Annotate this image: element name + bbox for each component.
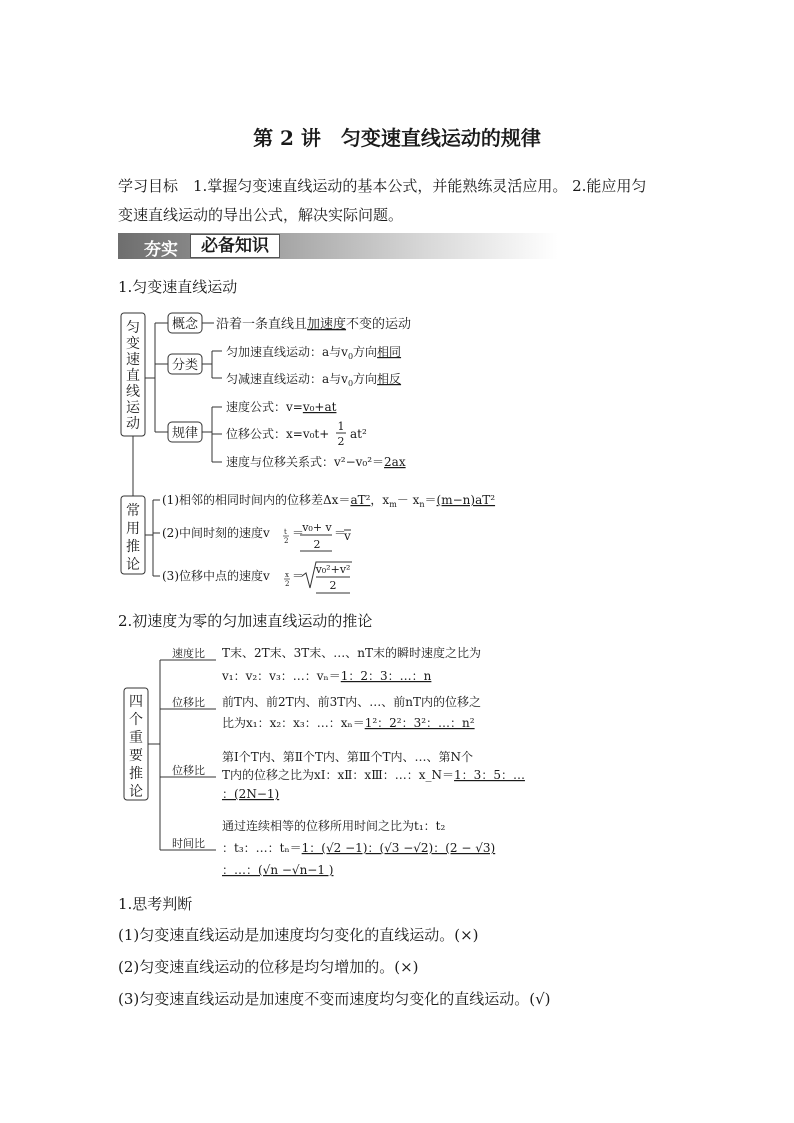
branch2-line1: 前T内、前2T内、前3T内、…、前nT内的位移之 (222, 695, 482, 709)
corollary-answer-2: (m−n)aT² (436, 493, 496, 507)
classify-item-1: 匀加速直线运动：a与$v_0$方向相同 (226, 345, 402, 361)
corollary3-sub-2: 2 (285, 580, 290, 588)
branch3-line1: 第Ⅰ个T内、第Ⅱ个T内、第Ⅲ个T内、…、第N个 (222, 750, 473, 764)
corollary-char-1: 用 (126, 521, 140, 537)
branch1-line1: T末、2T末、3T末、…、nT末的瞬时速度之比为 (222, 646, 482, 660)
branch3-line3: ：(2N−1) (222, 787, 280, 801)
law-displacement-tail: at² (350, 427, 367, 441)
corollary2-sub-2: 2 (284, 537, 289, 545)
corollary2-eq2: ＝ (334, 526, 347, 540)
root1-char-6: 动 (126, 416, 140, 432)
branch-label-3: 位移比 (172, 764, 205, 777)
branch1-line2: v₁：v₂：v₃：…：vₙ＝1：2：3：…：n (222, 669, 432, 683)
corollary3-sub-x: x (285, 571, 289, 579)
law-frac-num: 1 (337, 420, 345, 433)
section2-heading: 2.初速度为零的匀加速直线运动的推论 (118, 612, 373, 630)
root2-char-3: 要 (129, 748, 143, 764)
root2-char-5: 论 (129, 784, 143, 800)
judge-item-2: (2)匀变速直线运动的位移是均匀增加的。(×) (118, 958, 419, 976)
corollary2-sub-t: t (284, 528, 287, 536)
root2-char-4: 推 (129, 766, 143, 782)
law-relation-answer: 2ax (384, 455, 406, 469)
branch1-answer: 1：2：3：…：n (340, 669, 432, 683)
branch4-line2: ：t₃：…：tₙ＝1：(√2 −1)：(√3 −√2)：(2 − √3) (222, 841, 496, 855)
root2-char-0: 四 (129, 694, 143, 710)
corollary2-vbar: v (344, 529, 351, 543)
classify-item-2: 匀减速直线运动：a与$v_0$方向相反 (226, 372, 402, 388)
corollary2-frac-den: 2 (313, 538, 321, 551)
root1-char-5: 运 (126, 400, 140, 416)
root2-char-2: 重 (129, 730, 143, 746)
judge-item-3: (3)匀变速直线运动是加速度不变而速度均匀变化的直线运动。(√) (118, 990, 551, 1008)
corollary3-eq: ＝ (292, 569, 305, 583)
branch2-line2: 比为x₁：x₂：x₃：…：xₙ＝1²：2²：3²：…：n² (222, 716, 475, 730)
law-frac-den: 2 (337, 435, 345, 448)
branch-label-1: 速度比 (172, 647, 205, 660)
root1-char-0: 匀 (126, 320, 140, 336)
page-title: 第 2 讲 匀变速直线运动的规律 (253, 126, 541, 150)
corollary-item-1: (1)相邻的相同时间内的位移差Δx＝aT²，$x_m- x_n=(m-n)aT^2$ (162, 493, 496, 509)
corollary-item-2: (2)中间时刻的速度v (162, 526, 270, 540)
root1-char-1: 变 (126, 336, 140, 352)
branch3-line2: T内的位移之比为xⅠ：xⅡ：xⅢ：…：x_N＝1：3：5：… (222, 768, 525, 782)
classify-answer-1: 相同 (377, 345, 402, 359)
judge-item-1: (1)匀变速直线运动是加速度均匀变化的直线运动。(×) (118, 926, 479, 944)
goal-line-2: 变速直线运动的导出公式，解决实际问题。 (118, 206, 404, 224)
law-label: 规律 (171, 426, 199, 441)
corollary-char-0: 常 (126, 503, 140, 519)
branch3-answer: 1：3：5：… (454, 768, 525, 782)
root1-char-4: 线 (126, 384, 140, 400)
classify-label: 分类 (171, 358, 199, 373)
root2-char-1: 个 (129, 712, 143, 728)
corollary-char-3: 论 (126, 557, 140, 573)
concept-underline-answer: 加速度 (307, 317, 347, 332)
concept-text: 沿着一条直线且加速度不变的运动 (216, 317, 412, 332)
corollary3-num: v₀²+v² (315, 563, 351, 576)
branch-label-4: 时间比 (172, 837, 205, 850)
branch2-answer: 1²：2²：3²：…：n² (364, 716, 475, 730)
law-displacement: 位移公式：x=v₀t+ (226, 427, 330, 441)
banner-left-label: 夯实 (144, 240, 178, 260)
root1-char-3: 直 (126, 368, 140, 384)
concept-label: 概念 (171, 317, 199, 332)
section1-heading: 1.匀变速直线运动 (118, 278, 238, 296)
root1-char-2: 速 (126, 352, 140, 368)
branch-label-2: 位移比 (172, 696, 205, 709)
corollary3-den: 2 (329, 579, 337, 592)
corollary-answer-1: aT² (350, 493, 371, 507)
branch4-line1: 通过连续相等的位移所用时间之比为t₁：t₂ (222, 819, 446, 833)
corollary2-eq: ＝ (292, 526, 305, 540)
classify-answer-2: 相反 (377, 372, 402, 386)
law-velocity: 速度公式：v=v₀+at (226, 400, 337, 414)
banner-right-label: 必备知识 (190, 234, 280, 258)
corollary2-frac-num: v₀+ v (302, 521, 332, 534)
corollary-char-2: 推 (126, 539, 140, 555)
corollary-item-3: (3)位移中点的速度v (162, 569, 270, 583)
law-relation: 速度与位移关系式：v²−v₀²＝2ax (226, 455, 406, 469)
branch4-answer: 1：(√2 −1)：(√3 −√2)：(2 − √3) (301, 841, 496, 855)
branch4-line3: ：…：(√n −√n−1 ) (222, 863, 334, 877)
goal-line-1: 学习目标 1.掌握匀变速直线运动的基本公式，并能熟练灵活应用。 2.能应用匀 (118, 177, 647, 195)
judge-heading: 1.思考判断 (118, 895, 193, 913)
law-velocity-answer: v₀+at (302, 400, 337, 414)
